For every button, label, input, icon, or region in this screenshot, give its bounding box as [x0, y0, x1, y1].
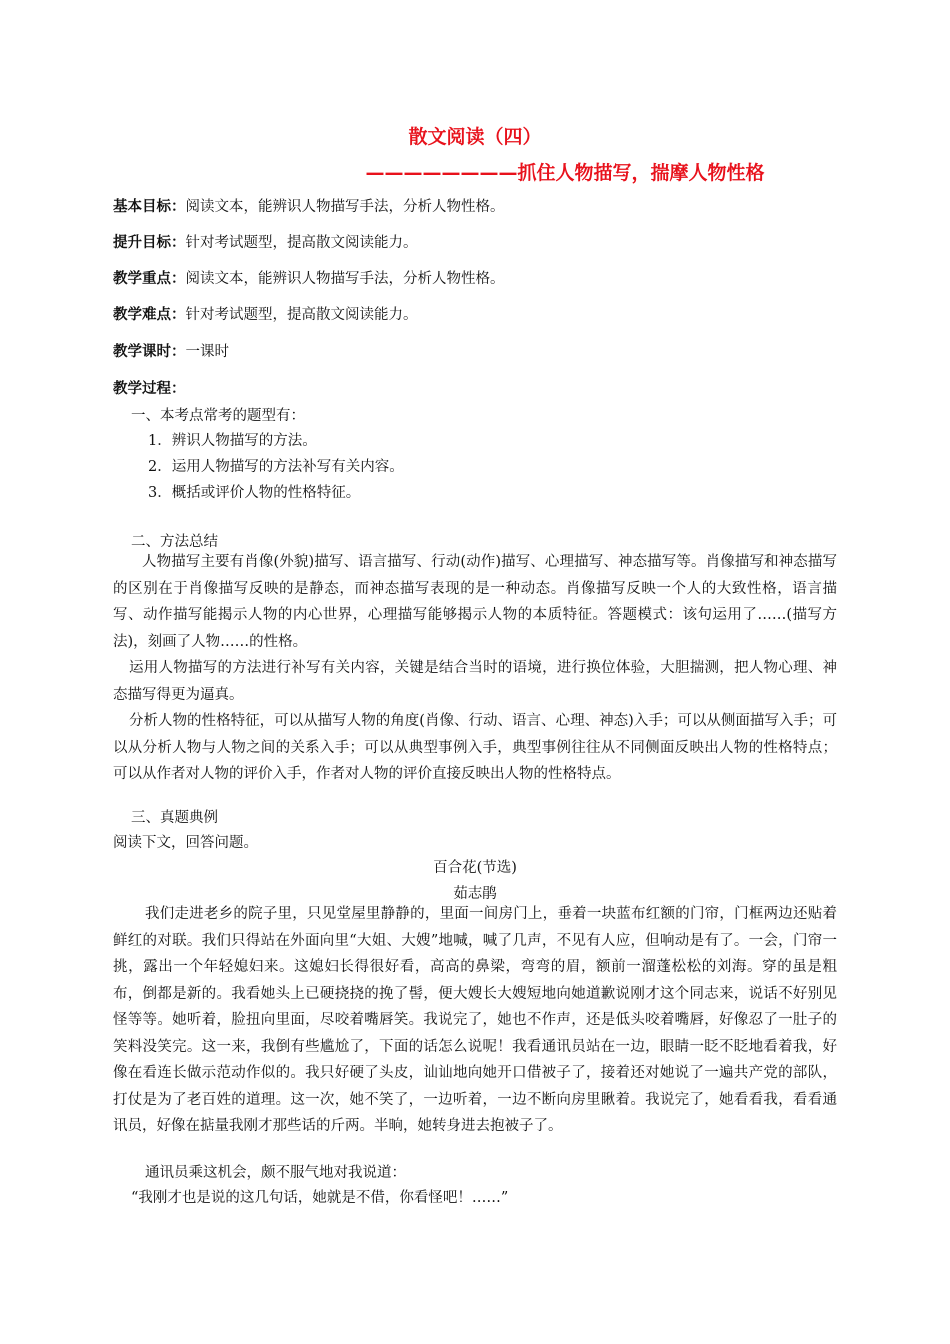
objective-text: 阅读文本，能辨识人物描写手法，分析人物性格。 [185, 271, 505, 287]
method-paragraph: 人物描写主要有肖像(外貌)描写、语言描写、行动(动作)描写、心理描写、神态描写等。肖像描写和神态描写的区别在于肖像描写反映的是静态，而神态描写表现的是一种动态。肖像描写反映一个人的大致性格，语言描写、动作描写能揭示人物的内心世界，心理描写能够揭示人物的本质特征。答题模式：该句运用了……(描写方法)，刻画了人物……的性格。 [113, 554, 837, 650]
method-paragraph: 分析人物的性格特征，可以从描写人物的角度(肖像、行动、语言、心理、神态)入手；可以从侧面描写入手；可以从分析人物与人物之间的关系入手；可以从典型事例入手，典型事例往往从不同侧面反映出人物的性格特点；可以从作者对人物的评价入手，作者对人物的评价直接反映出人物的性格特点。 [113, 713, 837, 782]
objective-text: 阅读文本，能辨识人物描写手法，分析人物性格。 [185, 199, 505, 215]
objective-label: 基本目标： [113, 199, 186, 215]
story-paragraph: 通讯员乘这机会，颇不服气地对我说道： [145, 1165, 406, 1181]
objective-text: 针对考试题型，提高散文阅读能力。 [185, 235, 418, 251]
objective-label: 教学难点： [113, 307, 186, 323]
story-title: 百合花(节选) [433, 860, 517, 876]
reading-instruction: 阅读下文，回答问题。 [113, 835, 258, 851]
objective-text: 针对考试题型，提高散文阅读能力。 [185, 307, 418, 323]
section1-item: 3．概括或评价人物的性格特征。 [148, 485, 361, 501]
section1-heading: 一、本考点常考的题型有： [131, 408, 305, 424]
section3-heading: 三、真题典例 [131, 810, 218, 826]
objective-advanced [113, 231, 418, 252]
story-paragraph: 我们走进老乡的院子里，只见堂屋里静静的，里面一间房门上，垂着一块蓝布红额的门帘，门框两边还贴着鲜红的对联。我们只得站在外面向里“大姐、大嫂”地喊，喊了几声，不见有人应，但响动是有了。一会，门帘一挑，露出一个年轻媳妇来。这媳妇长得很好看，高高的鼻梁，弯弯的眉，额前一溜蓬松松的刘海。穿的虽是粗布，倒都是新的。我看她头上已硬挠挠的挽了髻，便大嫂长大嫂短地向她道歉说刚才这个同志来，说话不好别见怪等等。她听着，脸扭向里面，尽咬着嘴唇笑。我说完了，她也不作声，还是低头咬着嘴唇，好像忍了一肚子的笑料没笑完。这一来，我倒有些尴尬了，下面的话怎么说呢！我看通讯员站在一边，眼睛一眨不眨地看着我，好像在看连长做示范动作似的。我只好硬了头皮，讪讪地向她开口借被子了，接着还对她说了一遍共产党的部队，打仗是为了老百姓的道理。这一次，她不笑了，一边听着，一边不断向房里瞅着。我说完了，她看看我，看看通讯员，好像在掂量我刚才那些话的斤两。半晌，她转身进去抱被子了。 [113, 906, 837, 1134]
document-subtitle: ————————抓住人物描写，揣摩人物性格 [365, 162, 765, 184]
story-quote: “我刚才也是说的这几句话，她就是不借，你看怪吧！……” [131, 1190, 509, 1206]
section2-heading: 二、方法总结 [131, 534, 218, 550]
teaching-difficulty [113, 303, 418, 324]
teaching-hours [113, 340, 229, 361]
teaching-focus [113, 267, 505, 288]
objective-basic [113, 195, 505, 216]
section1-item: 1．辨识人物描写的方法。 [148, 433, 317, 449]
process-label: 教学过程： [113, 381, 186, 397]
objective-label: 提升目标： [113, 235, 186, 251]
section1-item: 2．运用人物描写的方法补写有关内容。 [148, 459, 404, 475]
objective-label: 教学重点： [113, 271, 186, 287]
story-author: 茹志鹃 [453, 886, 497, 902]
document-title: 散文阅读（四） [408, 126, 542, 148]
objective-label: 教学课时： [113, 344, 186, 360]
method-paragraph: 运用人物描写的方法进行补写有关内容，关键是结合当时的语境，进行换位体验，大胆揣测，把人物心理、神态描写得更为逼真。 [113, 660, 837, 703]
objective-text: 一课时 [185, 344, 229, 360]
